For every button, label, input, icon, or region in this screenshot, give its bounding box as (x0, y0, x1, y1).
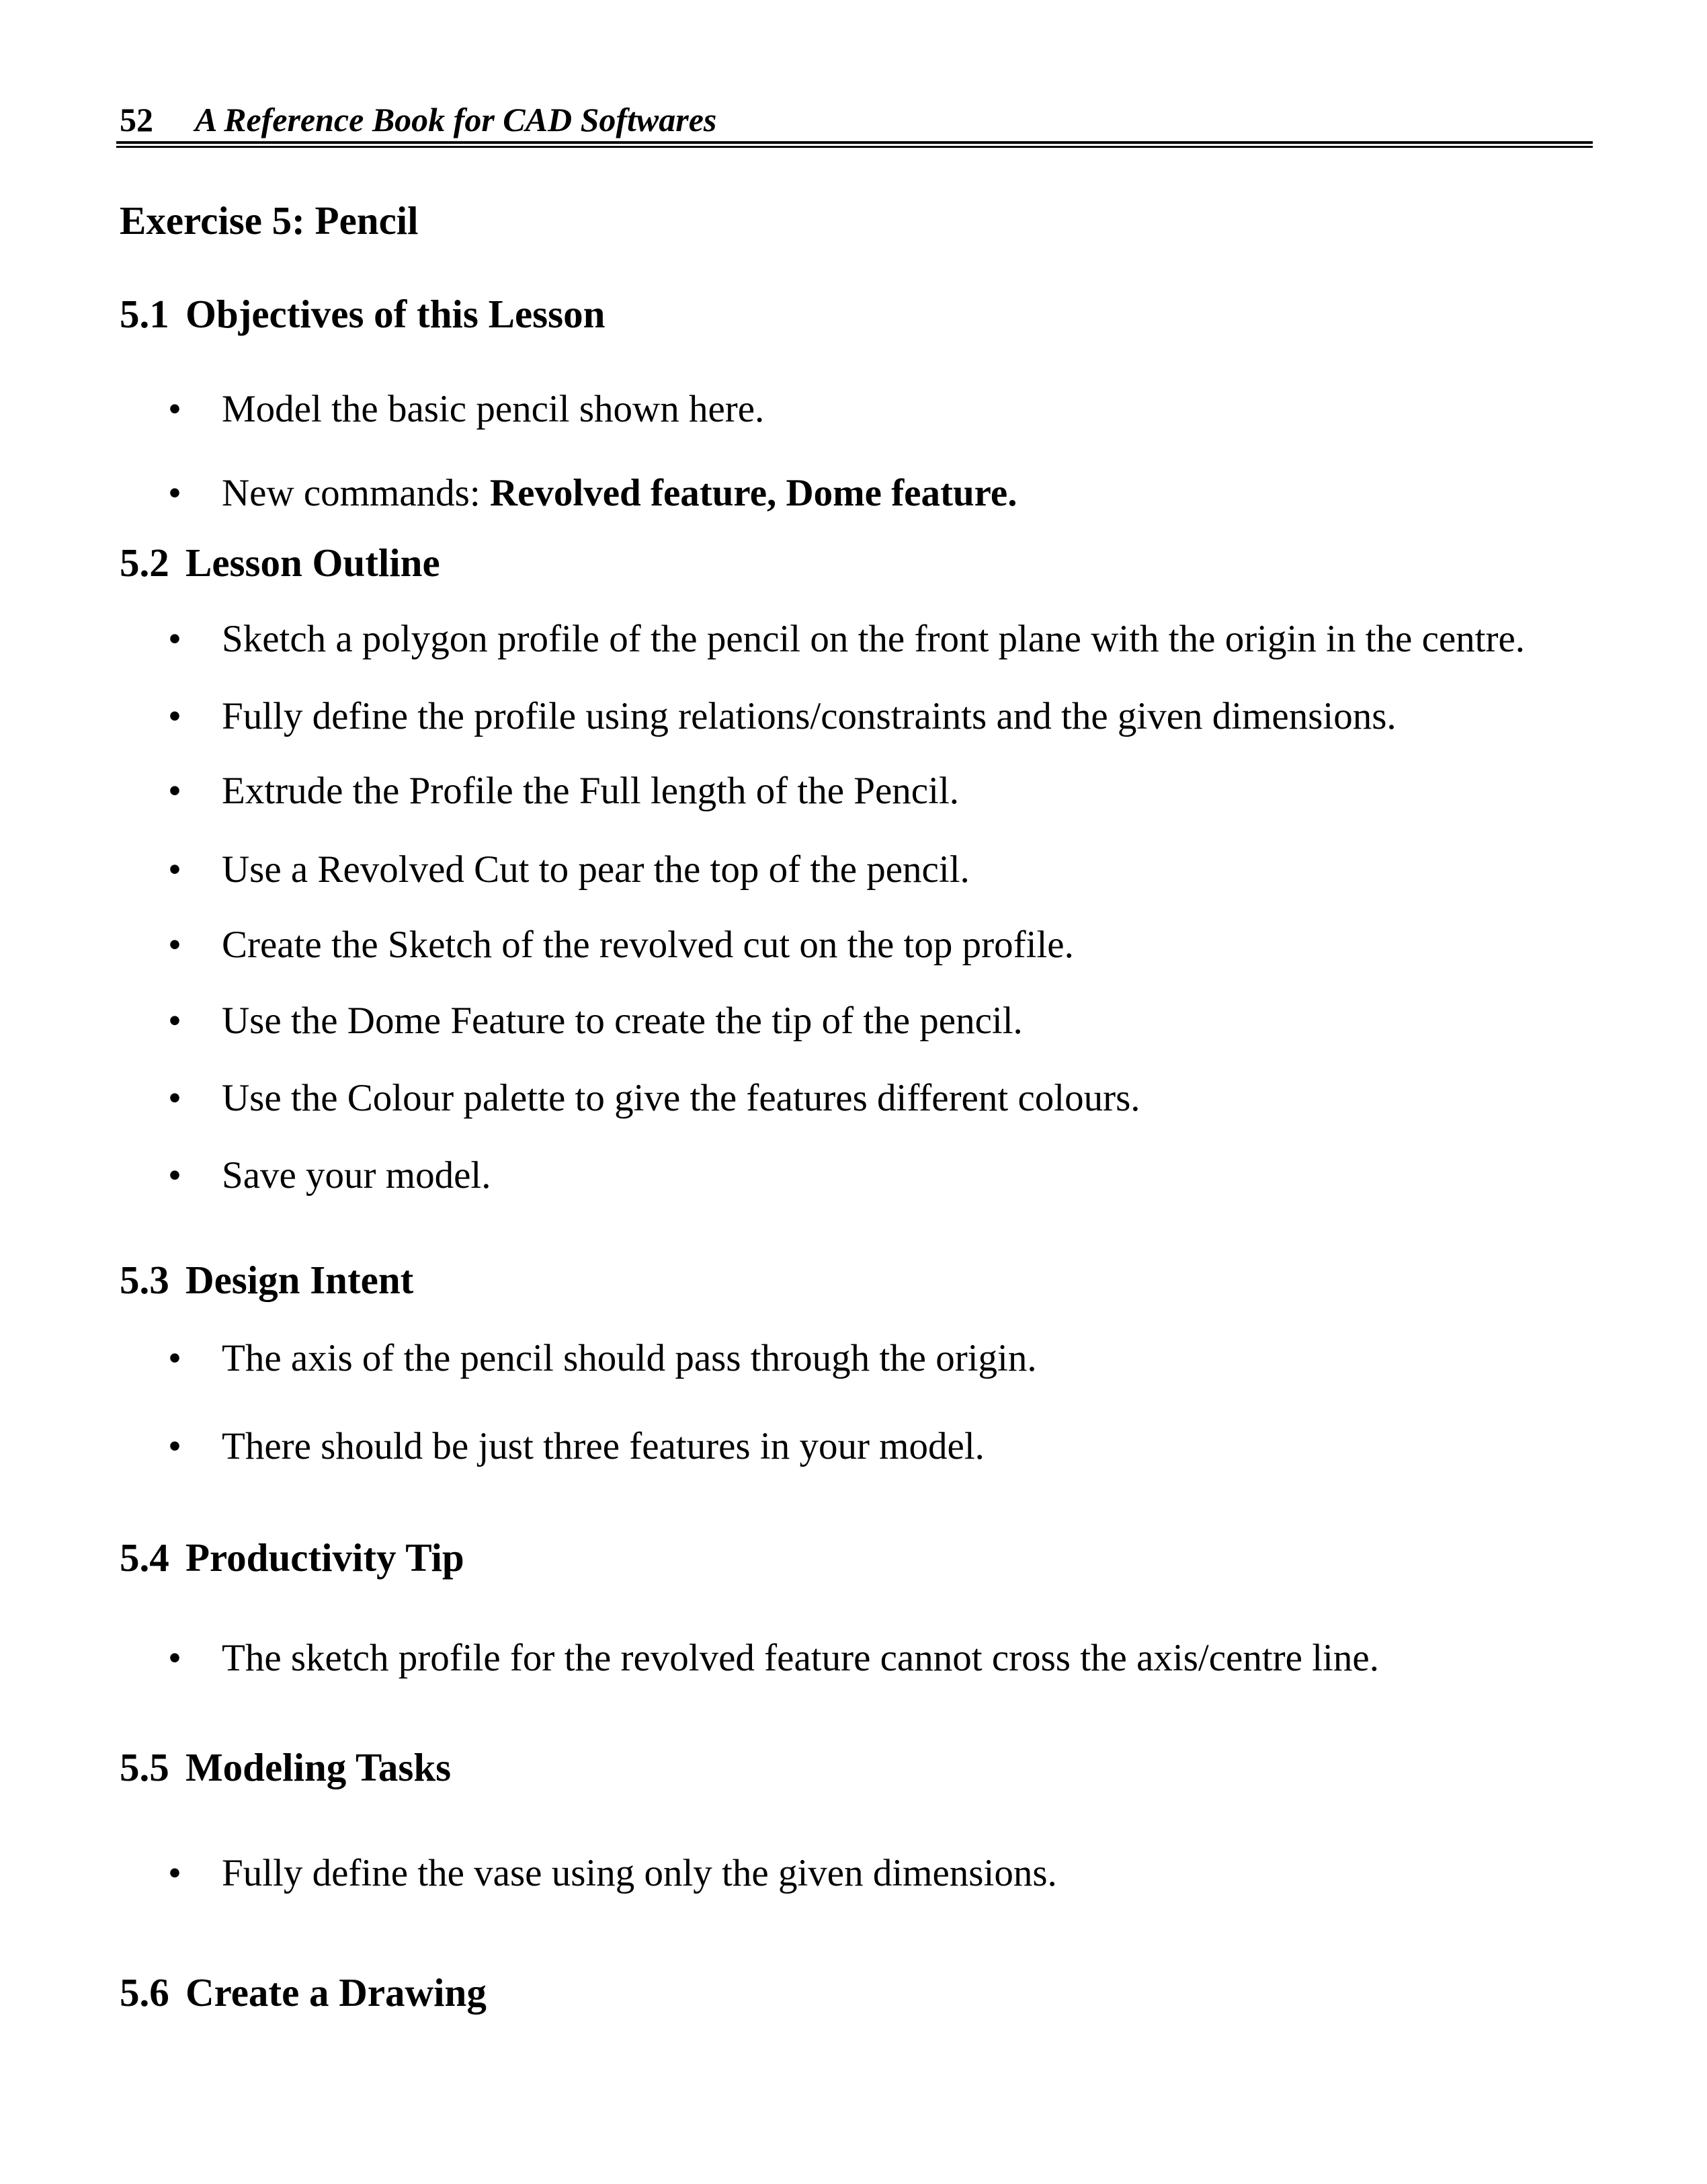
section-heading-5-1 (0, 290, 1707, 339)
page-header (0, 99, 1707, 147)
bullet-text: Model the basic pencil shown here. (222, 388, 765, 430)
bullet-text: Extrude the Profile the Full length of the Pencil. (222, 770, 960, 812)
section-number: 5.5 (120, 1745, 169, 1789)
bullet-item (0, 1635, 1707, 1683)
bullet-text-plain: New commands: (222, 472, 490, 514)
bullet-text: Create the Sketch of the revolved cut on the top profile. (222, 924, 1074, 966)
bullet-icon: • (168, 1154, 181, 1197)
bullet-text: The axis of the pencil should pass through the origin. (222, 1337, 1037, 1379)
bullet-text: Use the Dome Feature to create the tip of the pencil. (222, 1000, 1023, 1042)
bullet-text-bold: Revolved feature, Dome feature. (489, 472, 1017, 514)
bullet-item (0, 768, 1707, 815)
bullet-item (0, 1076, 1707, 1123)
bullet-icon: • (168, 1852, 181, 1894)
bullet-text: Save your model. (222, 1154, 491, 1197)
bullet-icon: • (168, 770, 181, 812)
bullet-icon: • (168, 472, 181, 514)
bullet-icon: • (168, 1637, 181, 1679)
bullet-icon: • (168, 1337, 181, 1379)
section-title: Objectives of this Lesson (185, 292, 606, 336)
section-number: 5.1 (120, 292, 169, 336)
bullet-icon: • (168, 1425, 181, 1467)
bullet-icon: • (168, 388, 181, 430)
section-heading-5-5 (0, 1744, 1707, 1792)
bullet-text: Sketch a polygon profile of the pencil on the front plane with the origin in the centre. (222, 618, 1526, 660)
bullet-icon: • (168, 924, 181, 966)
exercise-title: Exercise 5: Pencil (120, 198, 419, 243)
bullet-text (222, 471, 1017, 516)
bullet-text: The sketch profile for the revolved feature cannot cross the axis/centre line. (222, 1637, 1379, 1679)
page-number: 52 (120, 101, 153, 138)
bullet-item (0, 998, 1707, 1045)
bullet-item (0, 847, 1707, 894)
bullet-item (0, 1851, 1707, 1898)
bullet-item (0, 616, 1707, 663)
section-number: 5.4 (120, 1535, 169, 1580)
bullet-text: Fully define the vase using only the given dimensions. (222, 1852, 1057, 1894)
section-heading-5-4 (0, 1534, 1707, 1582)
bullet-item (0, 1336, 1707, 1383)
book-title: A Reference Book for CAD Softwares (195, 101, 717, 138)
section-heading-5-2 (0, 539, 1707, 588)
section-title: Design Intent (185, 1258, 414, 1302)
bullet-icon: • (168, 848, 181, 891)
section-number: 5.6 (120, 1970, 169, 2015)
bullet-icon: • (168, 695, 181, 737)
section-title: Modeling Tasks (185, 1745, 452, 1789)
bullet-icon: • (168, 1000, 181, 1042)
bullet-text: Use the Colour palette to give the features different colours. (222, 1077, 1140, 1119)
section-title: Productivity Tip (185, 1535, 464, 1580)
bullet-item (0, 471, 1707, 518)
section-heading-5-6 (0, 1969, 1707, 2017)
section-title: Create a Drawing (185, 1970, 487, 2015)
bullet-item (0, 1153, 1707, 1200)
bullet-item (0, 694, 1707, 741)
section-title: Lesson Outline (185, 540, 440, 585)
section-number: 5.2 (120, 540, 169, 585)
bullet-item (0, 387, 1707, 434)
bullet-text: Fully define the profile using relations/constraints and the given dimensions. (222, 695, 1397, 737)
bullet-icon: • (168, 1077, 181, 1119)
header-rule (116, 141, 1593, 148)
bullet-text: Use a Revolved Cut to pear the top of the pencil. (222, 848, 970, 891)
bullet-item (0, 922, 1707, 969)
bullet-icon: • (168, 618, 181, 660)
section-number: 5.3 (120, 1258, 169, 1302)
bullet-text: There should be just three features in your model. (222, 1425, 985, 1467)
section-heading-5-3 (0, 1256, 1707, 1305)
bullet-item (0, 1424, 1707, 1471)
